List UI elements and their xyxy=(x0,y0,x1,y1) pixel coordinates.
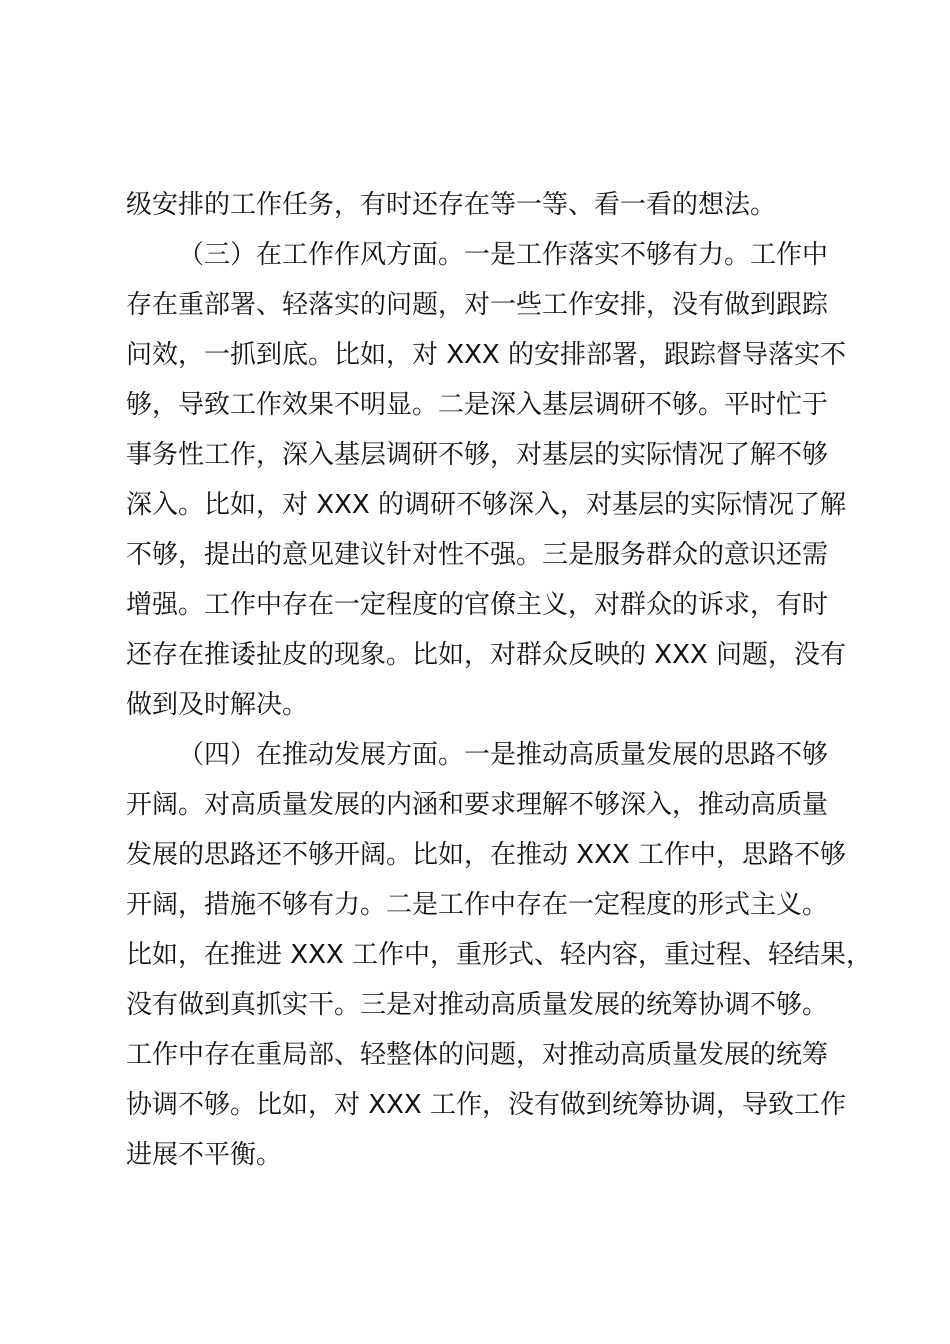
paragraph-development xyxy=(126,730,872,1180)
text-line: 深入。比如，对 XXX 的调研不够深入，对基层的实际情况了解 xyxy=(126,490,846,520)
text-line: 协调不够。比如，对 XXX 工作，没有做到统筹协调，导致工作 xyxy=(126,1090,846,1120)
text-line: （三）在工作作风方面。一是工作落实不够有力。工作中 xyxy=(178,240,829,270)
paragraph-continuation xyxy=(126,180,834,230)
text-line: 问效，一抓到底。比如，对 XXX 的安排部署，跟踪督导落实不 xyxy=(126,340,846,370)
text-line: 事务性工作，深入基层调研不够，对基层的实际情况了解不够 xyxy=(126,440,829,470)
text-line: 级安排的工作任务，有时还存在等一等、看一看的想法。 xyxy=(126,190,777,220)
text-line: 工作中存在重局部、轻整体的问题，对推动高质量发展的统筹 xyxy=(126,1040,829,1070)
text-line: （四）在推动发展方面。一是推动高质量发展的思路不够 xyxy=(178,740,829,770)
text-line: 不够，提出的意见建议针对性不强。三是服务群众的意识还需 xyxy=(126,540,829,570)
text-line: 存在重部署、轻落实的问题，对一些工作安排，没有做到跟踪 xyxy=(126,290,829,320)
text-line: 做到及时解决。 xyxy=(126,690,309,720)
text-line: 够，导致工作效果不明显。二是深入基层调研不够。平时忙于 xyxy=(126,390,829,420)
text-line: 比如，在推进 XXX 工作中，重形式、轻内容，重过程、轻结果， xyxy=(126,940,872,970)
text-line: 还存在推诿扯皮的现象。比如，对群众反映的 XXX 问题，没有 xyxy=(126,640,846,670)
document-body xyxy=(126,180,872,1180)
paragraph-work-style xyxy=(126,230,846,730)
text-line: 发展的思路还不够开阔。比如，在推动 XXX 工作中，思路不够 xyxy=(126,840,846,870)
text-line: 没有做到真抓实干。三是对推动高质量发展的统筹协调不够。 xyxy=(126,990,829,1020)
text-line: 开阔，措施不够有力。二是工作中存在一定程度的形式主义。 xyxy=(126,890,829,920)
text-line: 开阔。对高质量发展的内涵和要求理解不够深入，推动高质量 xyxy=(126,790,829,820)
text-line: 进展不平衡。 xyxy=(126,1140,283,1170)
text-line: 增强。工作中存在一定程度的官僚主义，对群众的诉求，有时 xyxy=(126,590,829,620)
